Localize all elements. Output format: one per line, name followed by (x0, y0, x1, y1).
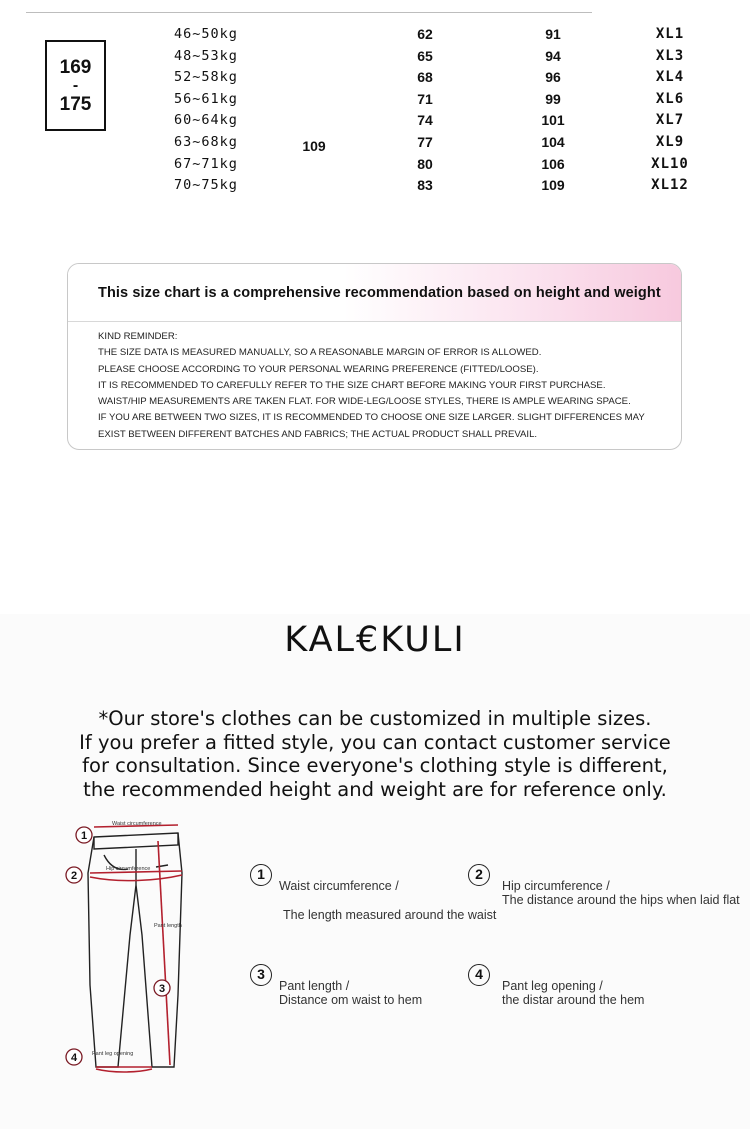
measure-pant-length (250, 964, 470, 1024)
value-b-cell: 99 (545, 90, 561, 107)
value-a-cell: 71 (417, 90, 433, 107)
reminder-line: THE SIZE DATA IS MEASURED MANUALLY, SO A REASONABLE MARGIN OF ERROR IS ALLOWED. (98, 347, 542, 359)
reminder-line: IT IS RECOMMENDED TO CAREFULLY REFER TO THE SIZE CHART BEFORE MAKING YOUR FIRST PURCHASE. (98, 379, 606, 391)
pant-leg-opening-label: Pant leg opening (92, 1051, 134, 1057)
table-row (0, 132, 750, 154)
size-cell: XL6 (655, 90, 685, 107)
table-row (0, 175, 750, 197)
weight-cell: 70~75kg (174, 177, 238, 194)
reminder-line: IF YOU ARE BETWEEN TWO SIZES, IT IS RECOMMENDED TO CHOOSE ONE SIZE LARGER. SLIGHT DIFFERENCES MAY (98, 412, 645, 424)
waist-circumference-label: Waist circumference (112, 821, 162, 827)
height-to: 175 (59, 93, 92, 115)
table-row (0, 110, 750, 132)
value-a-cell: 62 (417, 26, 433, 42)
value-a-cell: 77 (417, 133, 433, 150)
reminder-body (68, 322, 681, 443)
value-b-cell: 101 (541, 112, 565, 129)
value-a-cell: 83 (417, 177, 433, 194)
hip-circumference-label: Hip circumference (106, 866, 151, 872)
reminder-line: WAIST/HIP MEASUREMENTS ARE TAKEN FLAT. FOR WIDE-LEG/LOOSE STYLES, THERE IS AMPLE WEARING SPACE. (98, 396, 631, 408)
table-row (0, 89, 750, 111)
circle-number-3: 3 (250, 964, 272, 986)
customization-notice (0, 707, 750, 801)
value-a-cell: 65 (417, 47, 433, 64)
measure-title: Waist circumference / (279, 879, 399, 893)
top-divider (26, 12, 592, 13)
pants-diagram (60, 815, 200, 1080)
value-a-cell: 68 (417, 69, 433, 86)
size-cell: XL12 (651, 177, 689, 194)
reminder-header (68, 264, 681, 322)
value-b-cell: 109 (541, 177, 565, 194)
brand-logo-text: KAL€KULI (284, 620, 466, 660)
circle-number-4: 4 (468, 964, 490, 986)
notice-line: *Our store's clothes can be customized in multiple sizes. (98, 707, 652, 730)
measure-title: Pant leg opening / (502, 979, 603, 993)
value-b-cell: 106 (541, 155, 565, 172)
circle-number-1: 1 (250, 864, 272, 886)
table-row (0, 24, 750, 46)
measure-hip (468, 864, 743, 934)
measure-title: Pant length / (279, 979, 350, 993)
size-cell: XL7 (655, 112, 685, 129)
weight-cell: 48~53kg (174, 47, 238, 64)
weight-cell: 63~68kg (174, 133, 238, 150)
height-dash: - (72, 76, 79, 94)
reminder-heading: This size chart is a comprehensive recommendation based on height and weight (98, 284, 661, 301)
table-row (0, 67, 750, 89)
measure-title: Hip circumference / (502, 879, 610, 893)
measure-waist (250, 864, 497, 934)
value-b-cell: 96 (545, 69, 561, 86)
notice-line: for consultation. Since everyone's clothing style is different, (82, 754, 668, 778)
pant-length-label: Pant length (154, 923, 182, 929)
size-cell: XL10 (651, 155, 689, 172)
measure-description: The distance around the hips when laid flat (502, 893, 740, 907)
measure-description: The length measured around the waist (283, 908, 497, 922)
measure-description: Distance om waist to hem (279, 993, 423, 1007)
table-row (0, 154, 750, 176)
table-row (0, 46, 750, 68)
measure-description: the distar around the hem (502, 993, 645, 1007)
height-from: 169 (59, 56, 92, 78)
value-b-cell: 91 (545, 26, 561, 42)
marker-3-label: 3 (158, 983, 166, 995)
weight-cell: 46~50kg (174, 26, 238, 42)
reminder-line: EXIST BETWEEN DIFFERENT BATCHES AND FABRICS; THE ACTUAL PRODUCT SHALL PREVAIL. (98, 428, 538, 440)
marker-1-label: 1 (80, 830, 88, 842)
marker-4-label: 4 (70, 1052, 78, 1064)
marker-1 (76, 827, 92, 843)
marker-4 (66, 1049, 82, 1065)
size-cell: XL4 (655, 69, 685, 86)
size-table (0, 24, 750, 197)
notice-line: If you prefer a fitted style, you can contact customer service (79, 730, 671, 754)
reminder-line: KIND REMINDER: (98, 331, 178, 342)
value-a-cell: 80 (417, 155, 433, 172)
value-b-cell: 104 (541, 133, 565, 150)
measure-leg-opening (468, 964, 708, 1024)
weight-cell: 56~61kg (174, 90, 238, 107)
reminder-card (67, 263, 682, 450)
notice-line: the recommended height and weight are for reference only. (83, 777, 667, 801)
value-a-cell: 74 (417, 112, 433, 129)
shared-value-cell: 109 (302, 138, 326, 154)
circle-number-2: 2 (468, 864, 490, 886)
marker-3 (154, 980, 170, 996)
size-cell: XL1 (655, 26, 685, 42)
weight-cell: 60~64kg (174, 112, 238, 129)
marker-2 (66, 867, 82, 883)
weight-cell: 52~58kg (174, 69, 238, 86)
size-cell: XL9 (655, 133, 685, 150)
marker-2-label: 2 (70, 870, 78, 882)
value-b-cell: 94 (545, 47, 561, 64)
size-cell: XL3 (655, 47, 685, 64)
weight-cell: 67~71kg (174, 155, 238, 172)
reminder-line: PLEASE CHOOSE ACCORDING TO YOUR PERSONAL WEARING PREFERENCE (FITTED/LOOSE). (98, 363, 539, 375)
